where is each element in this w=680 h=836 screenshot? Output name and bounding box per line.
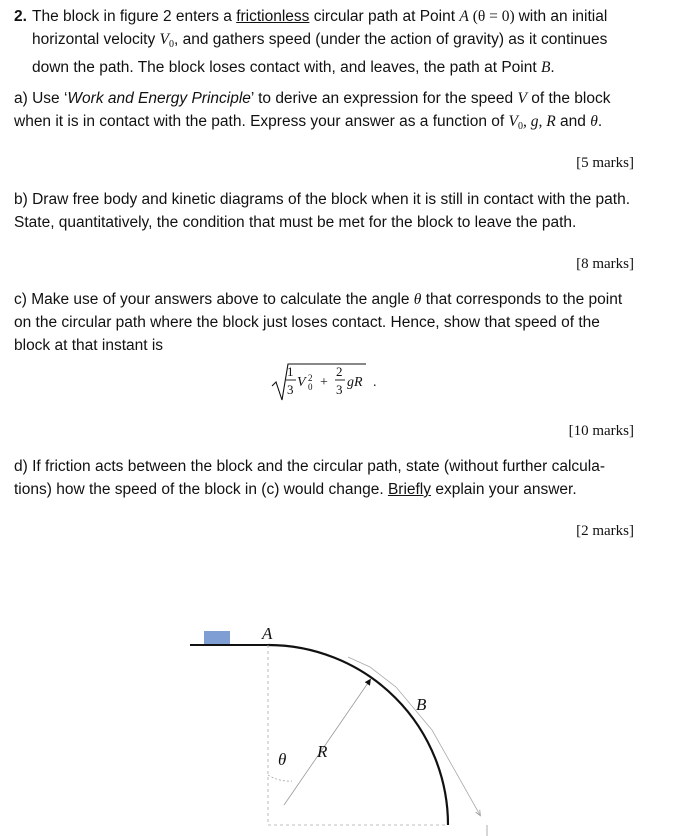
fraction1-numerator: 1 — [287, 364, 294, 379]
leaving-trajectory — [348, 657, 480, 815]
point-a-label: A — [262, 624, 273, 643]
question-intro-text: The block in figure 2 enters a frictionless circular path at Point A (θ = 0) with an initial horizontal velocity $V_0$, and gathers speed (under the action of gravity) as it continues down the path. The block loses contact with, and leaves, the path at Point B. — [32, 8, 608, 76]
part-a-marks: [5 marks] — [576, 155, 634, 171]
velocity-subscript: 0 — [308, 382, 313, 392]
question-2-intro — [14, 5, 644, 79]
part-d-marks: [2 marks] — [576, 523, 634, 539]
velocity-symbol: V — [297, 375, 306, 390]
theta-angle-arc — [268, 775, 292, 781]
circular-path-arc — [268, 645, 448, 825]
gr-term: gR — [347, 375, 363, 390]
speed-formula — [270, 360, 430, 404]
work-energy-principle: Work and Energy Principle — [67, 90, 251, 107]
part-d-text: d) If friction acts between the block and the circular path, state (without further calcula-tions) how the speed of the block in (c) would change. Briefly explain your answer. — [14, 458, 606, 498]
fraction1-denominator: 3 — [287, 382, 294, 397]
figure-2-circular-path — [180, 615, 510, 836]
briefly-word: Briefly — [387, 481, 432, 498]
formula-period: . — [373, 375, 377, 390]
velocity-superscript: 2 — [308, 373, 313, 383]
part-c-text: c) Make use of your answers above to calculate the angle θ that corresponds to the point on the circular path where the block just loses contact. Hence, show that speed of the block at that instant is — [14, 291, 623, 354]
plus-sign: + — [320, 375, 328, 390]
part-b-text: b) Draw free body and kinetic diagrams of the block when it is still in contact with the path. State, quantitatively, the condition that must be met for the block to leave the path. — [14, 191, 630, 231]
radius-label: R — [317, 742, 328, 761]
part-c-marks: [10 marks] — [568, 423, 634, 439]
point-b-label: B — [416, 695, 427, 714]
block — [204, 631, 230, 644]
part-a-text: a) Use ‘Work and Energy Principle’ to derive an expression for the speed V of the block when it is in contact with the path. Express your answer as a function of $V_0$, g, R and θ. — [14, 90, 611, 132]
theta-label: θ — [278, 750, 287, 769]
frictionless-word: frictionless — [236, 8, 310, 25]
part-b-marks: [8 marks] — [576, 256, 634, 272]
fraction2-denominator: 3 — [336, 382, 343, 397]
question-number: 2. — [14, 8, 27, 25]
fraction2-numerator: 2 — [336, 364, 343, 379]
